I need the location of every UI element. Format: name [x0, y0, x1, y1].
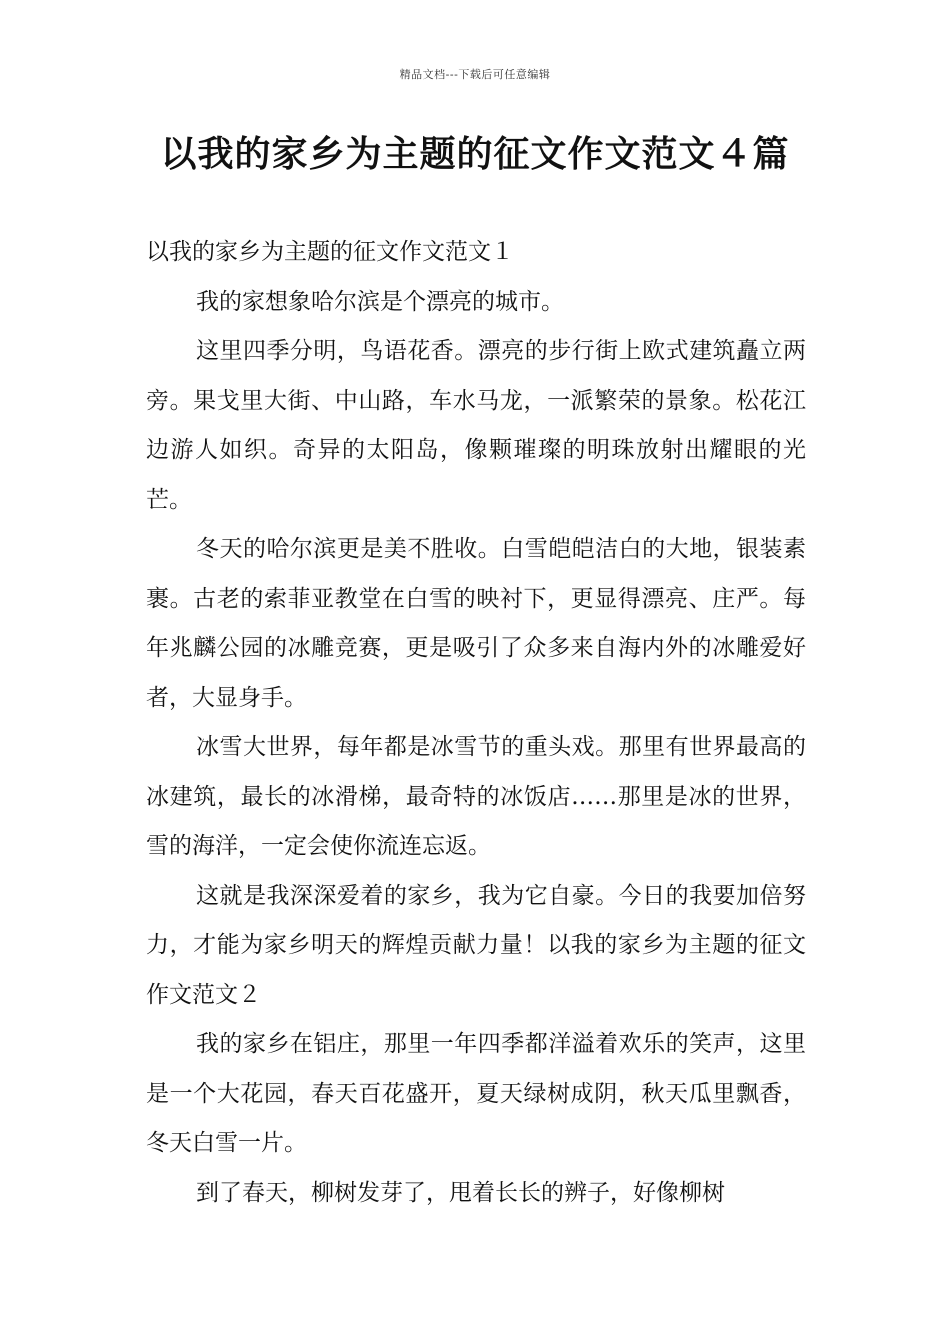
- paragraph: 这就是我深深爱着的家乡，我为它自豪。今日的我要加倍努力，才能为家乡明天的辉煌贡献力量！以我的家乡为主题的征文作文范文２: [146, 882, 806, 1008]
- paragraph: 这里四季分明，鸟语花香。漂亮的步行街上欧式建筑矗立两旁。果戈里大街、中山路，车水马龙，一派繁荣的景象。松花江边游人如织。奇异的太阳岛，像颗璀璨的明珠放射出耀眼的光芒。: [146, 338, 806, 513]
- paragraph: 到了春天，柳树发芽了，甩着长长的辨子，好像柳树: [196, 1179, 725, 1206]
- header-note: 精品文档---下载后可任意编辑: [399, 68, 551, 81]
- document-body: [146, 228, 806, 1218]
- paragraph: 我的家乡在铝庄，那里一年四季都洋溢着欢乐的笑声，这里是一个大花园，春天百花盛开，夏天绿树成阴，秋天瓜里飘香，冬天白雪一片。: [146, 1031, 806, 1156]
- document-title: 以我的家乡为主题的征文作文范文４篇: [160, 133, 790, 175]
- paragraph: 我的家想象哈尔滨是个漂亮的城市。: [196, 288, 564, 315]
- paragraph: 冰雪大世界，每年都是冰雪节的重头戏。那里有世界最高的冰建筑，最长的冰滑梯，最奇特的冰饭店……那里是冰的世界，雪的海洋，一定会使你流连忘返。: [146, 734, 806, 859]
- paragraph: 冬天的哈尔滨更是美不胜收。白雪皑皑洁白的大地，银装素裹。古老的索菲亚教堂在白雪的映衬下，更显得漂亮、庄严。每年兆麟公园的冰雕竞赛，更是吸引了众多来自海内外的冰雕爱好者，大显身手。: [146, 536, 806, 711]
- section-heading-1: 以我的家乡为主题的征文作文范文１: [146, 239, 514, 265]
